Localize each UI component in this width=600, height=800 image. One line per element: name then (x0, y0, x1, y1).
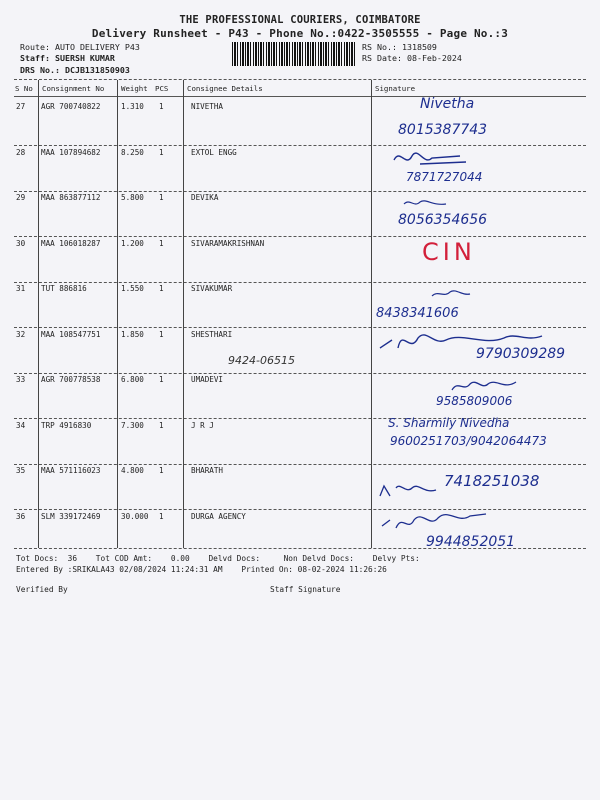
weight: 1.200 (121, 239, 144, 248)
serial-number: 34 (16, 421, 26, 430)
consignment-number: MAA 108547751 (41, 330, 101, 339)
handwritten-phone: 7871727044 (406, 170, 483, 184)
handwritten-phone: 9585809006 (436, 394, 513, 408)
rs-number: RS No.: 1318509 (362, 42, 437, 52)
serial-number: 27 (16, 102, 26, 111)
col-header-signature: Signature (375, 84, 416, 93)
column-divider (183, 80, 184, 548)
serial-number: 31 (16, 284, 26, 293)
weight: 6.800 (121, 375, 144, 384)
row-divider (14, 464, 586, 465)
consignee-name: SIVARAMAKRISHNAN (191, 239, 265, 248)
weight: 1.310 (121, 102, 144, 111)
handwritten-phone: 9790309289 (476, 346, 566, 362)
weight: 5.800 (121, 193, 144, 202)
signature-scribble (376, 480, 440, 502)
consignment-number: MAA 571116023 (41, 466, 101, 475)
weight: 8.250 (121, 148, 144, 157)
row-divider (14, 191, 586, 192)
consignment-number: AGR 700740822 (41, 102, 101, 111)
handwritten-phone: 8015387743 (398, 122, 488, 138)
consignee-name: SIVAKUMAR (191, 284, 233, 293)
handwritten-phone: 9424-06515 (228, 354, 295, 367)
handwritten-phone: 9944852051 (426, 534, 516, 550)
divider (14, 96, 586, 97)
signature-scribble (448, 376, 520, 396)
weight: 7.300 (121, 421, 144, 430)
pieces: 1 (159, 421, 164, 430)
serial-number: 30 (16, 239, 26, 248)
verified-by-label: Verified By (16, 585, 68, 594)
totals-line: Tot Docs: 36 Tot COD Amt: 0.00 Delvd Docs: Non Delvd Docs: Delvy Pts: (16, 554, 420, 563)
column-divider (371, 80, 372, 548)
handwritten-mark: CIN (422, 238, 476, 266)
barcode (232, 42, 356, 66)
drs-number: DRS No.: DCJB131850903 (20, 65, 130, 75)
consignment-number: AGR 700778538 (41, 375, 101, 384)
weight: 1.550 (121, 284, 144, 293)
weight: 30.000 (121, 512, 149, 521)
weight: 1.850 (121, 330, 144, 339)
signature-scribble (390, 146, 470, 172)
pieces: 1 (159, 284, 164, 293)
consignee-name: EXTOL ENGG (191, 148, 237, 157)
handwritten-phone: 8438341606 (376, 306, 459, 321)
staff-signature-label: Staff Signature (270, 585, 341, 594)
staff: Staff: SUERSH KUMAR (20, 53, 115, 63)
consignment-number: TRP 4916830 (41, 421, 92, 430)
row-divider (14, 509, 586, 510)
consignee-name: BHARATH (191, 466, 224, 475)
serial-number: 28 (16, 148, 26, 157)
company-name: THE PROFESSIONAL COURIERS, COIMBATORE (179, 14, 421, 26)
pieces: 1 (159, 375, 164, 384)
consignee-name: DURGA AGENCY (191, 512, 246, 521)
handwritten-name: Nivetha (420, 96, 475, 112)
handwritten-name: S. Sharmily Nivedha (388, 416, 510, 430)
consignee-name: DEVIKA (191, 193, 219, 202)
consignee-name: SHESTHARI (191, 330, 233, 339)
pieces: 1 (159, 193, 164, 202)
handwritten-phone: 7418251038 (444, 472, 540, 490)
entered-by-line: Entered By :SRIKALA43 02/08/2024 11:24:31 AM Printed On: 08-02-2024 11:26:26 (16, 565, 387, 574)
consignee-name: UMADEVI (191, 375, 224, 384)
serial-number: 35 (16, 466, 26, 475)
handwritten-phone: 9600251703/9042064473 (390, 434, 547, 448)
consignment-number: SLM 339172469 (41, 512, 101, 521)
serial-number: 29 (16, 193, 26, 202)
consignee-name: NIVETHA (191, 102, 224, 111)
col-header-consignment: Consignment No (42, 84, 105, 93)
consignment-number: TUT 886816 (41, 284, 87, 293)
col-header-pcs: PCS (155, 84, 169, 93)
runsheet-title: Delivery Runsheet - P43 - Phone No.:0422-3505555 - Page No.:3 (91, 27, 509, 40)
divider (14, 79, 586, 80)
row-divider (14, 236, 586, 237)
pieces: 1 (159, 330, 164, 339)
pieces: 1 (159, 102, 164, 111)
pieces: 1 (159, 239, 164, 248)
weight: 4.800 (121, 466, 144, 475)
column-divider (38, 80, 39, 548)
pieces: 1 (159, 512, 164, 521)
serial-number: 32 (16, 330, 26, 339)
route: Route: AUTO DELIVERY P43 (20, 42, 140, 52)
row-divider (14, 145, 586, 146)
consignee-name: J R J (191, 421, 214, 430)
consignment-number: MAA 106018287 (41, 239, 101, 248)
signature-scribble (402, 196, 448, 210)
signature-scribble (378, 506, 490, 536)
signature-scribble (430, 288, 472, 300)
col-header-consignee: Consignee Details (187, 84, 263, 93)
rs-date: RS Date: 08-Feb-2024 (362, 53, 462, 63)
handwritten-phone: 8056354656 (398, 212, 488, 228)
row-divider (14, 282, 586, 283)
row-divider (14, 373, 586, 374)
consignment-number: MAA 107894682 (41, 148, 101, 157)
consignment-number: MAA 863877112 (41, 193, 101, 202)
column-divider (117, 80, 118, 548)
col-header-sno: S No (15, 84, 33, 93)
col-header-weight: Weight (121, 84, 148, 93)
serial-number: 36 (16, 512, 26, 521)
pieces: 1 (159, 148, 164, 157)
serial-number: 33 (16, 375, 26, 384)
pieces: 1 (159, 466, 164, 475)
